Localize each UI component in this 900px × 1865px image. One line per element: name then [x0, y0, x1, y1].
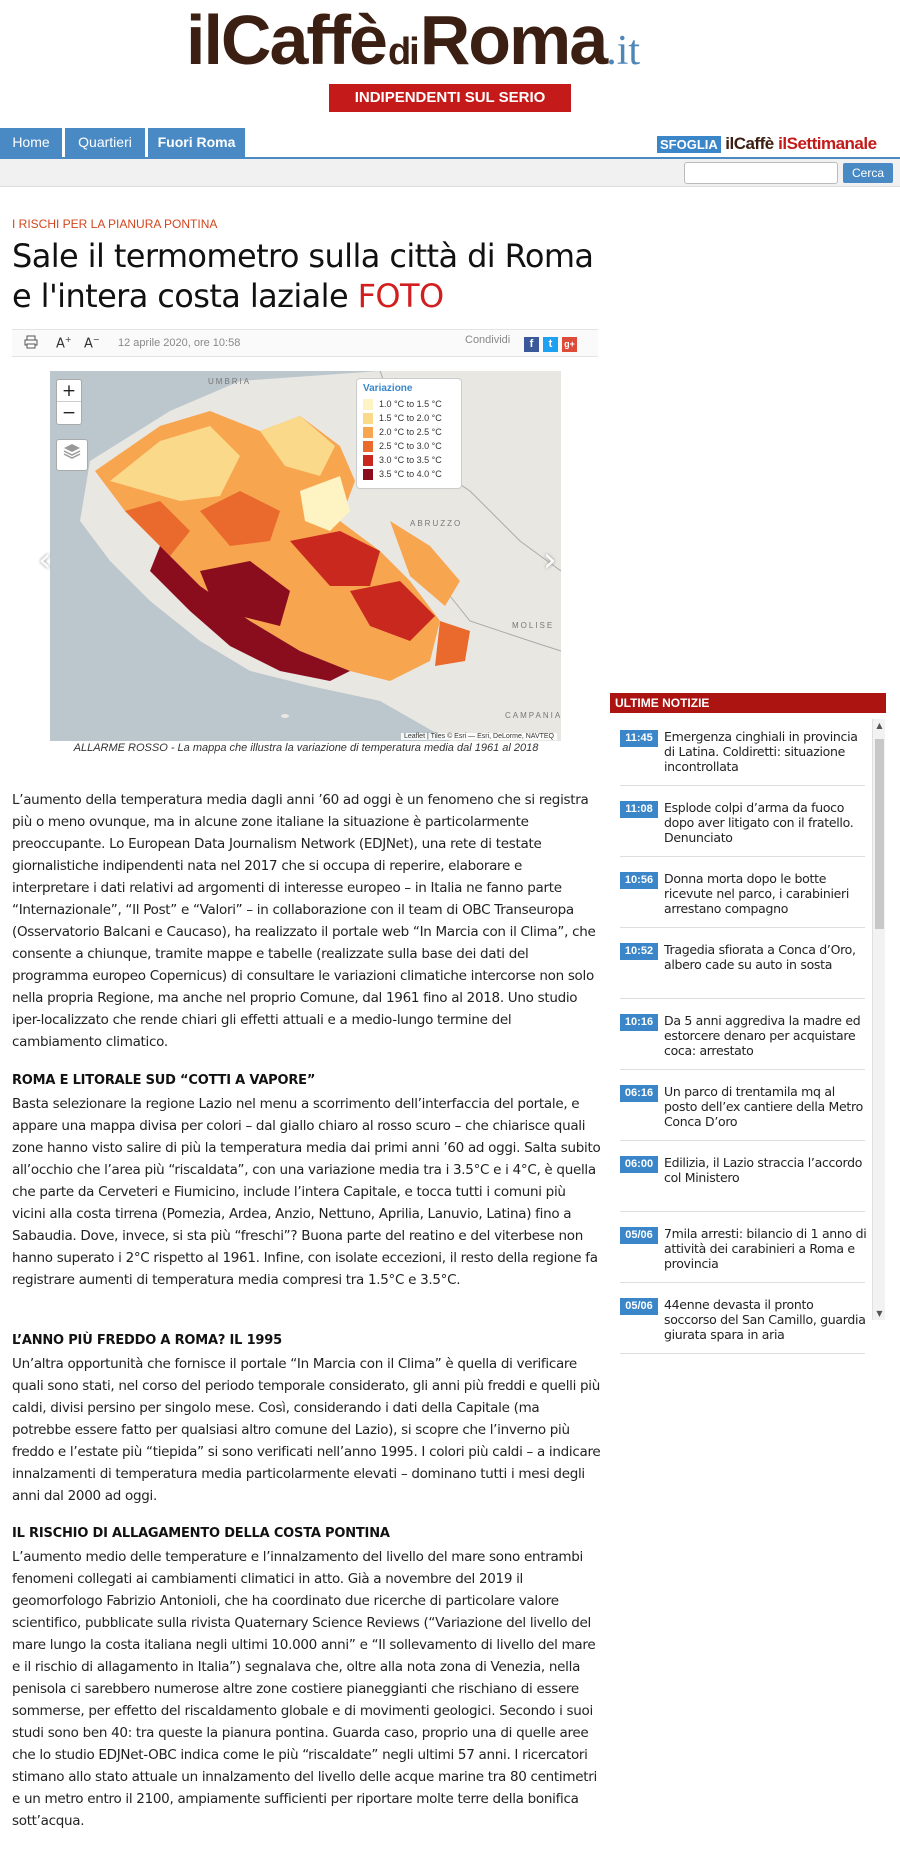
section-heading-2: L’ANNO PIÙ FREDDO A ROMA? IL 1995 [12, 1333, 282, 1348]
legend-row: 1.0 °C to 1.5 °C [363, 397, 455, 411]
news-item[interactable] [620, 1000, 865, 1070]
article-title: Sale il termometro sulla città di Roma e l'intera costa laziale FOTO [12, 237, 594, 315]
news-item[interactable] [620, 858, 865, 928]
news-title[interactable]: Un parco di trentamila mq al posto dell’ex cantiere della Metro Conca D’oro [664, 1084, 863, 1129]
news-time: 11:08 [620, 801, 658, 818]
gallery-next-arrow[interactable]: › [543, 540, 557, 580]
map-label-umbria: UMBRIA [208, 377, 252, 386]
article-paragraph-2: Basta selezionare la regione Lazio nel menu a scorrimento dell’interfaccia del portale, e appare una mappa divisa per colori – dal giallo chiaro al rosso scuro – che chiarisce quali zone hanno visto salire di più la temperatura media dai primi anni ’60 ad oggi. Salta subito all’occhio che l’area più “riscaldata”, con una variazione media tra i 3.5°C e i 4°C, è quella che parte da Cerveteri e Fiumicino, include l’intera Capitale, e tocca tutti i comuni più vicini alla costa tirrena (Pomezia, Ardea, Anzio, Nettuno, Aprilia, Lanuvio, Latina) fino a Sabaudia. Dove, invece, si sta più “freschi”? Buona parte del reatino e del viterbese non hanno superato i 2°C rispetto al 1961. Infine, con isolate eccezioni, il resto della regione fa registrare aumenti di temperatura media compresi tra 1.5°C e 3.5°C. [12, 1096, 601, 1288]
news-title[interactable]: Donna morta dopo le botte ricevute nel parco, i carabinieri arrestano compagno [664, 871, 850, 916]
news-time: 10:56 [620, 872, 658, 889]
latest-news-header: ULTIME NOTIZIE [610, 693, 886, 713]
map-attribution[interactable]: Leaflet | Tiles © Esri — Esri, DeLorme, NAVTEQ [401, 733, 557, 740]
latest-news-list[interactable] [610, 716, 886, 1342]
legend-swatch [363, 399, 373, 410]
search-bar [0, 159, 900, 187]
scrollbar-thumb[interactable] [875, 739, 884, 929]
news-item[interactable] [620, 716, 865, 786]
news-item[interactable] [620, 1213, 865, 1283]
news-title[interactable]: 44enne devasta il pronto soccorso del San Camillo, guardia giurata spara in aria [664, 1297, 866, 1342]
news-title[interactable]: Emergenza cinghiali in provincia di Latina. Coldiretti: situazione incontrollata [664, 729, 858, 774]
news-item[interactable] [620, 787, 865, 857]
map-caption: ALLARME ROSSO - La mappa che illustra la variazione di temperatura media dal 1961 al 2018 [73, 742, 539, 754]
article-paragraph-4: L’aumento medio delle temperature e l’innalzamento del livello del mare sono entrambi fenomeni collegati ai cambiamenti climatici in atto. Già a novembre del 2019 il geomorfologo Fabrizio Antonioli, che ha coordinato due ricerche di particolare valore scientifico, pubblicate sulla rivista Quaternary Science Reviews (“Variazione del livello del mare lungo la costa italiana negli ultimi 10.000 anni” e “Il sollevamento di livello del mare e il rischio di allagamento in Italia”) segnalava che, oltre alla nota zona di Venezia, nella penisola ci sarebbero numerose altre zone costiere pianeggianti che rischiano di essere sommerse, per effetto del riscaldamento globale e di movimenti geologici. Secondo i suoi studi sono ben 40: tra queste la pianura pontina. Guarda caso, proprio una di quelle aree che lo studio EDJNet-OBC indica come le più “riscaldate” negli ultimi 57 anni. I ricercatori stimano allo stato attuale un innalzamento del livello delle acque marine tra 80 centimetri e un metro entro il 2100, ampiamente sufficienti per riportare molte terre della bonifica sott’acqua. [12, 1549, 597, 1829]
legend-swatch [363, 469, 373, 480]
site-logo[interactable]: ilCaffèdiRoma.it [186, 1, 641, 79]
gallery-prev-arrow[interactable]: ‹ [38, 540, 52, 580]
legend-swatch [363, 441, 373, 452]
title-foto-tag: FOTO [357, 277, 444, 315]
news-time: 11:45 [620, 730, 658, 747]
search-input[interactable] [684, 162, 838, 184]
twitter-icon[interactable]: t [543, 337, 558, 352]
news-time: 05/06 [620, 1227, 658, 1244]
section-heading-1: ROMA E LITORALE SUD “COTTI A VAPORE” [12, 1073, 316, 1088]
news-scrollbar[interactable] [872, 719, 885, 1320]
scroll-up-icon[interactable]: ▲ [876, 721, 883, 730]
legend-row: 1.5 °C to 2.0 °C [363, 411, 455, 425]
nav-quartieri[interactable]: Quartieri [65, 128, 145, 157]
facebook-icon[interactable]: f [524, 337, 539, 352]
news-title[interactable]: Esplode colpi d’arma da fuoco dopo aver litigato con il fratello. Denunciato [664, 800, 854, 845]
map-label-abruzzo: ABRUZZO [410, 519, 463, 528]
legend-row: 3.5 °C to 4.0 °C [363, 467, 455, 481]
news-item[interactable] [620, 1071, 865, 1141]
main-nav [0, 128, 900, 159]
search-button[interactable]: Cerca [843, 163, 893, 183]
legend-swatch [363, 413, 373, 424]
news-time: 06:16 [620, 1085, 658, 1102]
layers-icon[interactable] [56, 439, 88, 471]
print-icon[interactable] [24, 335, 38, 353]
article-paragraph-3: Un’altra opportunità che fornisce il portale “In Marcia con il Clima” è quella di verificare quali sono stati, nel corso del periodo temporale considerato, gli anni più freddi e quelli più caldi, divisi persino per singolo mese. Così, considerando i dati della Capitale (ma potrebbe essere fatto per qualsiasi altro comune del Lazio), si scopre che l’inverno più freddo e l’estate più “tiepida” si sono verificati nell’anno 1995. I colori più caldi – a indicare innalzamenti di temperatura media particolarmente elevati – dominano tutti i mesi degli anni dal 2000 ad oggi. [12, 1356, 601, 1504]
nav-fuori-roma[interactable]: Fuori Roma [148, 128, 245, 157]
share-label: Condividi [465, 334, 511, 346]
legend-swatch [363, 427, 373, 438]
legend-row: 2.5 °C to 3.0 °C [363, 439, 455, 453]
sfoglia-settimanale-link[interactable]: SFOGLIA ilCaffè ilSettimanale [657, 134, 877, 154]
article-kicker: I RISCHI PER LA PIANURA PONTINA [12, 217, 218, 231]
map-graphic [50, 371, 561, 741]
section-heading-3: IL RISCHIO DI ALLAGAMENTO DELLA COSTA PONTINA [12, 1526, 390, 1541]
map-label-molise: MOLISE [512, 621, 555, 630]
news-title[interactable]: Tragedia sfiorata a Conca d’Oro, albero cade su auto in sosta [664, 942, 856, 972]
news-item[interactable] [620, 1142, 865, 1212]
map-zoom-control [56, 379, 82, 425]
legend-row: 2.0 °C to 2.5 °C [363, 425, 455, 439]
sfoglia-label: SFOGLIA [657, 136, 721, 153]
legend-title: Variazione [363, 383, 413, 394]
news-item[interactable] [620, 929, 865, 999]
legend-row: 3.0 °C to 3.5 °C [363, 453, 455, 467]
article-date: 12 aprile 2020, ore 10:58 [118, 337, 241, 349]
google-plus-icon[interactable]: g+ [562, 337, 577, 352]
scroll-down-icon[interactable]: ▼ [876, 1309, 883, 1318]
news-item[interactable] [620, 1284, 865, 1354]
news-title[interactable]: Edilizia, il Lazio straccia l’accordo col Ministero [664, 1155, 863, 1185]
nav-home[interactable]: Home [0, 128, 62, 157]
tagline: INDIPENDENTI SUL SERIO [329, 84, 571, 112]
font-decrease-button[interactable]: A− [84, 335, 100, 352]
zoom-in-button[interactable]: + [57, 380, 81, 402]
temperature-map[interactable] [50, 371, 561, 741]
news-time: 06:00 [620, 1156, 658, 1173]
masthead [0, 0, 900, 120]
legend-swatch [363, 455, 373, 466]
map-label-campania: CAMPANIA [505, 711, 563, 720]
article-paragraph-1: L’aumento della temperatura media dagli anni ’60 ad oggi è un fenomeno che si registra più o meno ovunque, ma in alcune zone italiane la situazione è particolarmente preoccupante. Lo European Data Journalism Network (EDJNet), una rete di testate giornalistiche indipendenti nata nel 2017 che si occupa di reperire, elaborare e interpretare i dati relativi ad argomenti di interesse europeo – in Italia ne fanno parte “Internazionale”, “Il Post” e “Valori” – in collaborazione con il team di OBC Transeuropa (Osservatorio Balcani e Caucaso), ha realizzato il portale web “In Marcia con il Clima”, che consente a chiunque, tramite mappe e tabelle (realizzate sulla base dei dati del programma europeo Copernicus) di consultare le variazioni climatiche intercorse non solo nella propria Regione, ma anche nel proprio Comune, dal 1961 fino al 2018. Uno studio iper-localizzato che rende chiari gli effetti attuali e a medio-lungo termine del cambiamento climatico. [12, 792, 596, 1050]
news-title[interactable]: Da 5 anni aggrediva la madre ed estorcere denaro per acquistare coca: arrestato [664, 1013, 861, 1058]
news-title[interactable]: 7mila arresti: bilancio di 1 anno di attività dei carabinieri a Roma e provincia [664, 1226, 867, 1271]
news-time: 05/06 [620, 1298, 658, 1315]
news-time: 10:52 [620, 943, 658, 960]
zoom-out-button[interactable]: − [61, 403, 77, 423]
news-time: 10:16 [620, 1014, 658, 1031]
article-toolbar [12, 329, 598, 357]
font-increase-button[interactable]: A+ [56, 335, 72, 352]
map-legend [356, 378, 462, 489]
